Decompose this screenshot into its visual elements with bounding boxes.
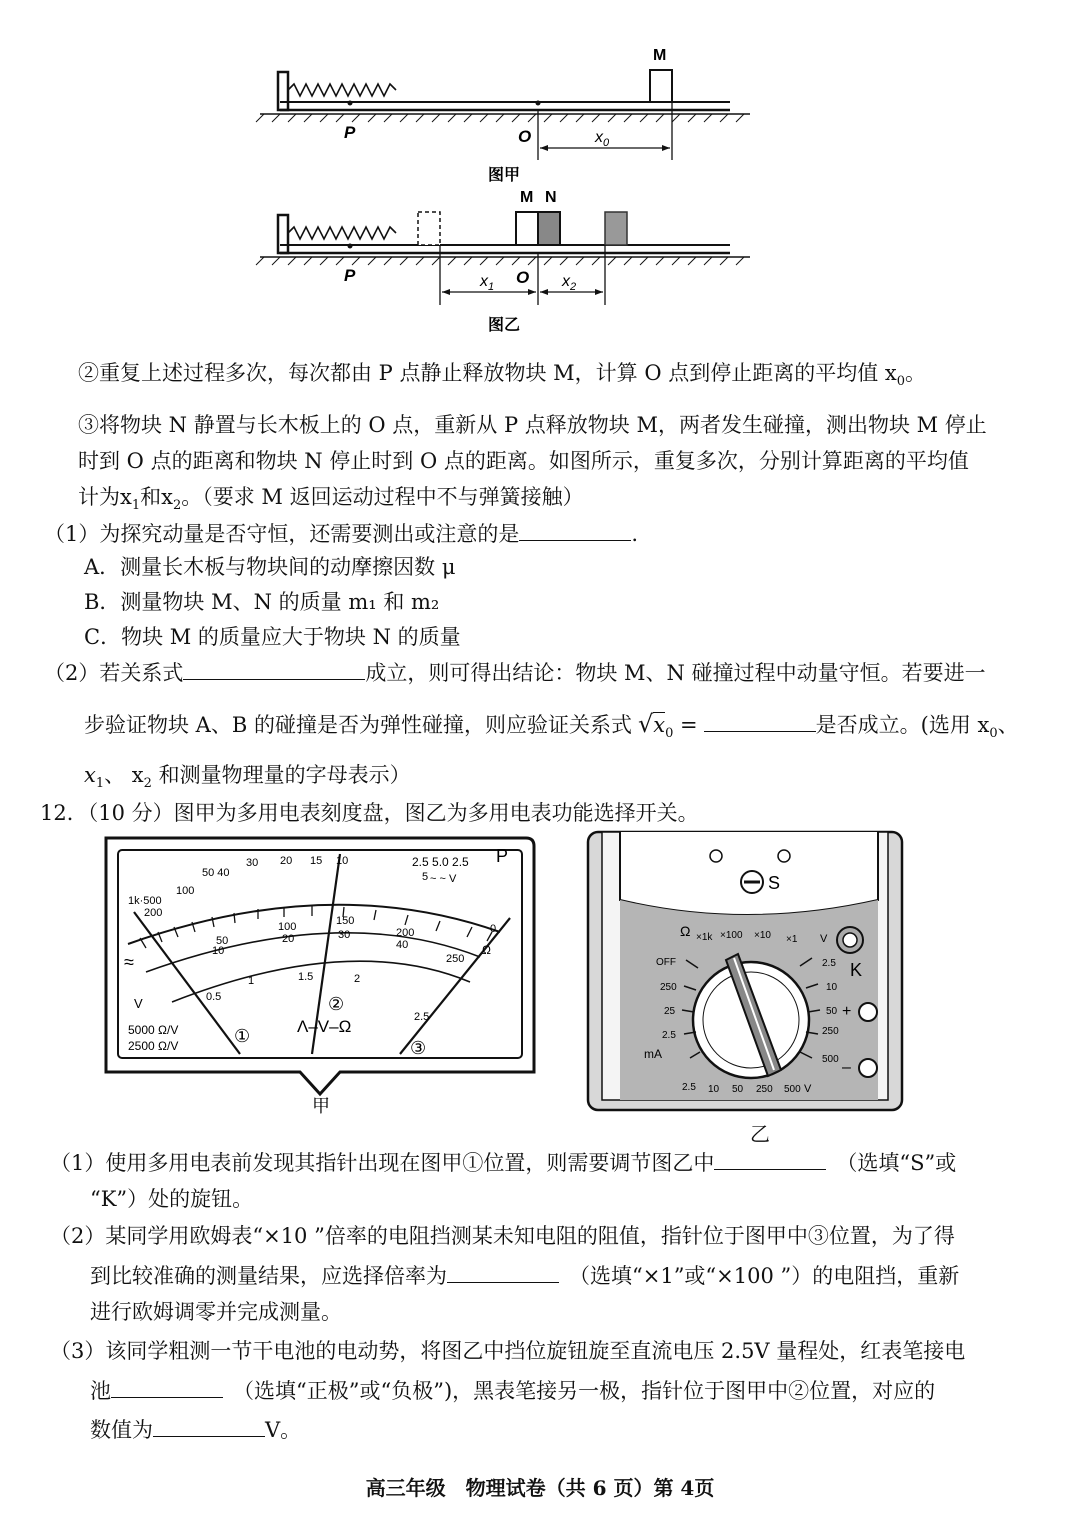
point-p-b [348,244,353,249]
mid-label-10: 10 [212,945,225,957]
ma-label: mA [644,1047,662,1061]
ohm-range-x1k: ×1k [696,932,713,943]
x0-arrow-left [540,145,548,151]
label-o-a: O [518,127,532,146]
figure-a [256,47,750,184]
q2-line1: （2）若关系式 成立，则可得出结论：物块 M、N 碰撞过程中动量守恒。若要进一 [44,657,986,688]
spring-b [288,227,396,239]
dcv-label: V [804,1083,812,1095]
q12-2-blank[interactable] [447,1260,559,1283]
mid-label-100: 100 [278,921,297,933]
x2-arrow-left [540,289,548,295]
ma-2-5: 2.5 [662,1030,676,1041]
minus-terminal[interactable] [859,1059,877,1077]
dc-symbol: V [134,996,143,1011]
dc-label-2-5: 2.5 [414,1011,430,1023]
q2-relation-blank[interactable] [183,657,365,680]
q12-2-line2: 到比较准确的测量结果，应选择倍率为 （选填“×1”或“×100 ”）的电阻挡，重新 [90,1260,959,1291]
ohm-label-50-40: 50 40 [202,867,230,879]
dcv-50: 50 [732,1084,744,1095]
label-m-a: M [653,47,667,64]
label-p-a: P [344,123,356,142]
mid-label-50: 50 [216,935,229,947]
mid-label-30: 30 [338,929,351,941]
q12-1-line1: （1）使用多用电表前发现其指针出现在图甲①位置，则需要调节图乙中 （选填“S”或 [50,1147,956,1178]
mid-label-20: 20 [282,933,295,945]
x0-arrow-right [662,145,670,151]
figure-b [256,189,750,334]
step3-line2: 时到 O 点的距离和物块 N 停止时到 O 点的距离。如图所示，重复多次，分别计算距离的平均值 [78,449,969,473]
top-right-label: 2.5 5.0 2.5 [412,855,469,869]
dc-label-2: 2 [354,973,361,985]
center-label: Λ–V–Ω [297,1017,352,1036]
ground-b-hatch [256,257,744,265]
multimeter-dial [100,832,540,1114]
dcv-10: 10 [708,1084,720,1095]
p-label: P [496,846,509,866]
point-o-a [536,101,541,106]
acv-250: 250 [822,1026,839,1037]
sqrt-expression: $√x_0$ [637,710,674,742]
s-label: S [768,873,781,893]
ohm-label-0: 0 [490,923,497,935]
marker-2: ② [328,994,345,1014]
dial-caption: 甲 [312,1096,330,1114]
block-n-b [538,212,560,245]
q12-3-line2: 池 （选填“正极”或“负极”)，黑表笔接另一极，指针位于图甲中②位置，对应的 [90,1375,935,1406]
wall-a [278,72,288,110]
q12-1-line2: “K”）处的旋钮。 [90,1187,254,1211]
ohm-range-label: Ω [680,923,691,939]
caption-figure-a: 图甲 [488,167,521,184]
minus-label: – [842,1059,851,1076]
q1-stem: （1）为探究动量是否守恒，还需要测出或注意的是 . [44,518,638,549]
step3-line3: 计为$x_1$和$x_2$。（要求 M 返回运动过程中不与弹簧接触） [78,485,584,514]
label-x2: $x_2$ [562,273,577,293]
dc-label-1-5: 1.5 [298,971,314,983]
off-label: OFF [656,957,676,968]
label-m-b: M [520,189,534,206]
q12-2-line3: 进行欧姆调零并完成测量。 [90,1300,342,1324]
q2-line2: 步验证物块 A、B 的碰撞是否为弹性碰撞，则应验证关系式 $√x_0$ = 是否成立。(选用 $x_0$、 [84,709,1019,749]
plus-label: + [842,1003,852,1020]
k-knob-center [843,933,857,947]
dcv-250: 250 [756,1084,773,1095]
screw-left [710,850,722,862]
q12-1-blank[interactable] [714,1147,826,1170]
k-label: K [850,960,863,980]
q2-elastic-blank[interactable] [704,709,816,732]
function-switch [586,830,904,1120]
switch-caption: 乙 [750,1122,770,1146]
step3-line1: ③将物块 N 静置与长木板上的 O 点，重新从 P 点释放物块 M，两者发生碰撞，测出物块 M 停止 [78,413,987,437]
acv-500: 500 [822,1054,839,1065]
spring-a [288,84,396,96]
mid-label-40: 40 [396,939,409,951]
dcv-500: 500 [784,1084,801,1095]
block-m-final [418,212,440,245]
label-n-b: N [545,189,557,206]
x1-arrow-left [442,289,450,295]
acv-2-5: 2.5 [822,958,836,969]
q1-option-a: A．测量长木板与物块间的动摩擦因数 μ [84,555,456,579]
ohm-range-x1: ×1 [786,934,798,945]
ohm-range-x10: ×10 [754,930,771,941]
ohm-label-10: 10 [336,855,349,867]
screw-right [778,850,790,862]
block-m-b [516,212,538,245]
dc-label-1: 1 [248,975,255,987]
step2-line: ②重复上述过程多次，每次都由 P 点静止释放物块 M，计算 O 点到停止距离的平均值 $x_0$。 [78,361,927,390]
mid-label-200: 200 [396,927,415,939]
label-o-b: O [516,268,530,287]
q2-line3: $x_1$、 $x_2$ 和测量物理量的字母表示） [84,763,411,792]
ground-a-hatch [256,114,744,122]
marker-1: ① [234,1026,251,1046]
ohm-label-5: 5 [422,871,429,883]
wall-b [278,215,288,253]
acv-50: 50 [826,1006,838,1017]
dcv-2-5: 2.5 [682,1082,696,1093]
point-p-a [348,101,353,106]
plus-terminal[interactable] [859,1003,877,1021]
ohm-label-1k: 1k·500 [128,895,162,907]
marker-3: ③ [410,1038,427,1058]
q1-option-b: B．测量物块 M、N 的质量 m₁ 和 m₂ [84,590,440,614]
page-footer: 高三年级 物理试卷（共 6 页）第 4页 [365,1476,715,1500]
q12-3-pole-blank[interactable] [111,1375,223,1398]
q12-title: 12．（10 分）图甲为多用电表刻度盘，图乙为多用电表功能选择开关。 [40,801,699,825]
ohm-label-20: 20 [280,855,293,867]
ohm-range-x100: ×100 [720,930,743,941]
q12-3-line3: 数值为 V。 [90,1414,301,1445]
ohm-label-15: 15 [310,855,323,867]
block-n-final [605,212,627,245]
label-p-b: P [344,266,356,285]
ma-25: 25 [664,1006,676,1017]
block-m-a [650,70,672,102]
ohm-symbol: Ω [482,943,491,957]
resistance-b: 2500 Ω/V [128,1039,179,1053]
ma-250: 250 [660,982,677,993]
ohm-label-200: 200 [144,907,163,919]
top-right-sub: ~ ~ V [430,873,457,885]
acv-label: V [820,933,828,945]
dc-label-0-5: 0.5 [206,991,222,1003]
collision-figures [250,40,770,340]
mid-label-250: 250 [446,953,465,965]
label-x0: $x_0$ [595,129,610,149]
q12-2-line1: （2）某同学用欧姆表“×10 ”倍率的电阻挡测某未知电阻的阻值，指针位于图甲中③位置，为了得 [50,1224,955,1248]
resistance-a: 5000 Ω/V [128,1023,179,1037]
ohm-label-30: 30 [246,857,259,869]
q12-3-line1: （3）该同学粗测一节干电池的电动势，将图乙中挡位旋钮旋至直流电压 2.5V 量程处，红表笔接电 [50,1339,966,1363]
x2-arrow-right [595,289,603,295]
caption-figure-b: 图乙 [488,317,521,334]
label-x1: $x_1$ [480,273,495,293]
ac-symbol: ≈ [124,952,134,972]
ohm-label-100: 100 [176,885,195,897]
q1-option-c: C．物块 M 的质量应大于物块 N 的质量 [84,625,461,649]
acv-10: 10 [826,982,838,993]
q12-3-value-blank[interactable] [153,1414,265,1437]
x1-arrow-right [528,289,536,295]
q1-answer-blank[interactable] [519,518,631,541]
mid-label-150: 150 [336,915,355,927]
